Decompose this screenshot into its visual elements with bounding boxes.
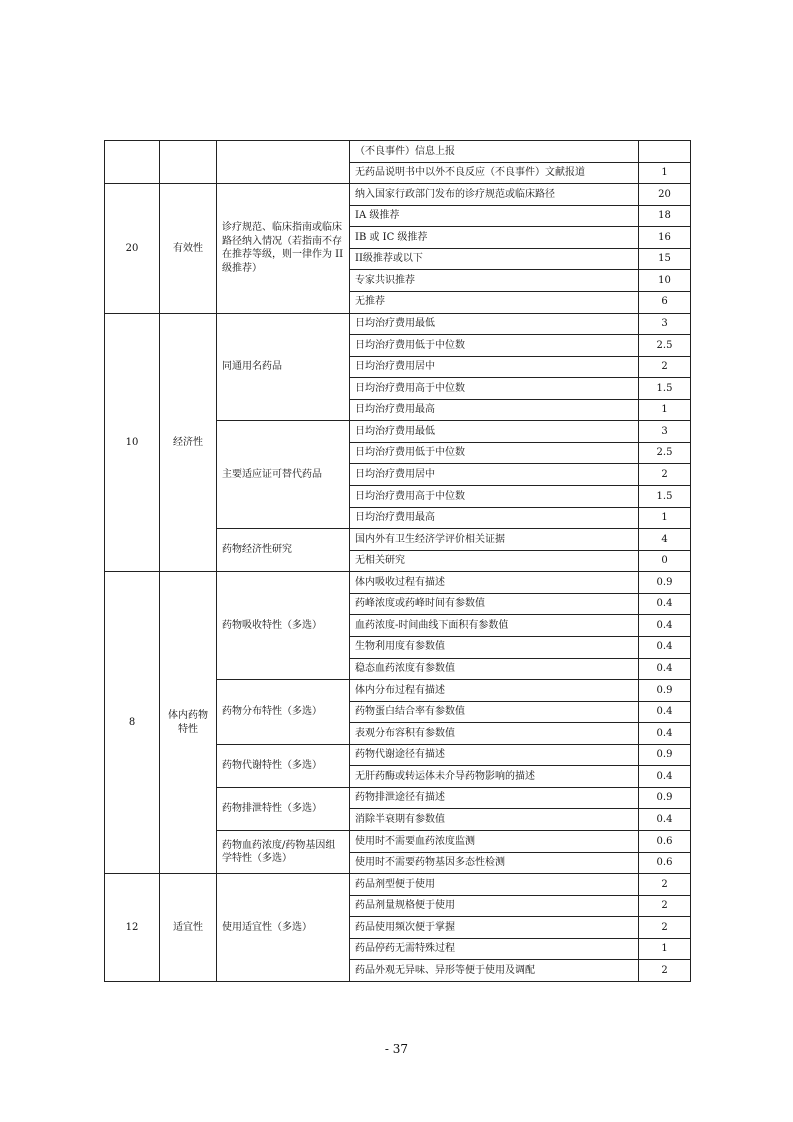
criterion-cell: 血药浓度-时间曲线下面积有参数值 [350,615,639,637]
score-cell: 0.4 [639,809,691,831]
score-cell: 0.9 [639,744,691,766]
criterion-cell: 体内分布过程有描述 [350,680,639,702]
score-cell: 1 [639,162,691,184]
score-cell: 0.6 [639,852,691,874]
criterion-cell: 日均治疗费用最低 [350,313,639,335]
criterion-cell: （不良事件）信息上报 [350,141,639,163]
score-cell: 0.4 [639,701,691,723]
criterion-cell: 生物利用度有参数值 [350,636,639,658]
criterion-cell: 无药品说明书中以外不良反应（不良事件）文献报道 [350,162,639,184]
table-row [105,572,691,594]
score-cell: 2 [639,960,691,982]
weight-cell [105,141,160,184]
criterion-cell: 日均治疗费用低于中位数 [350,442,639,464]
criterion-cell: II级推荐或以下 [350,248,639,270]
score-cell: 2 [639,874,691,896]
score-cell: 2 [639,917,691,939]
item-cell: 使用适宜性（多选） [217,874,350,982]
criterion-cell: 日均治疗费用最高 [350,399,639,421]
weight-cell: 20 [105,184,160,313]
table-row [105,141,691,163]
criterion-cell: 药物代谢途径有描述 [350,744,639,766]
item-cell: 药物分布特性（多选） [217,680,350,745]
score-cell: 1 [639,399,691,421]
criterion-cell: 体内吸收过程有描述 [350,572,639,594]
score-cell: 0.4 [639,766,691,788]
evaluation-score-table [104,140,691,982]
criterion-cell: 药品使用频次便于掌握 [350,917,639,939]
item-cell: 药物血药浓度/药物基因组学特性（多选） [217,831,350,874]
score-cell: 1 [639,938,691,960]
criterion-cell: 专家共识推荐 [350,270,639,292]
item-cell: 药物吸收特性（多选） [217,572,350,680]
score-cell: 0.6 [639,831,691,853]
criterion-cell: 药品外观无异味、异形等便于使用及调配 [350,960,639,982]
score-cell: 0 [639,550,691,572]
criterion-cell: 无肝药酶或转运体未介导药物影响的描述 [350,766,639,788]
criterion-cell: 稳态血药浓度有参数值 [350,658,639,680]
score-cell: 0.4 [639,636,691,658]
page-number: - 37 [384,1042,409,1056]
criterion-cell: 使用时不需要药物基因多态性检测 [350,852,639,874]
weight-cell: 12 [105,874,160,982]
score-cell: 3 [639,313,691,335]
score-cell: 15 [639,248,691,270]
criterion-cell: 日均治疗费用居中 [350,356,639,378]
criterion-cell: 国内外有卫生经济学评价相关证据 [350,529,639,551]
criterion-cell: 无相关研究 [350,550,639,572]
score-cell: 18 [639,205,691,227]
dimension-cell [160,141,217,184]
item-cell: 同通用名药品 [217,313,350,421]
weight-cell: 8 [105,572,160,874]
criterion-cell: 表观分布容积有参数值 [350,723,639,745]
score-cell: 2.5 [639,335,691,357]
table-row [105,874,691,896]
criterion-cell: 药品剂量规格便于使用 [350,895,639,917]
item-cell: 药物排泄特性（多选） [217,787,350,830]
criterion-cell: 纳入国家行政部门发布的诊疗规范或临床路径 [350,184,639,206]
score-cell: 0.9 [639,572,691,594]
table-row [105,313,691,335]
score-cell: 16 [639,227,691,249]
dimension-cell: 体内药物特性 [160,572,217,874]
criterion-cell: 日均治疗费用低于中位数 [350,335,639,357]
score-cell: 0.4 [639,723,691,745]
score-cell: 0.9 [639,787,691,809]
score-cell: 0.4 [639,593,691,615]
score-cell: 4 [639,529,691,551]
criterion-cell: 药峰浓度或药峰时间有参数值 [350,593,639,615]
score-cell: 0.9 [639,680,691,702]
criterion-cell: IA 级推荐 [350,205,639,227]
dimension-cell: 有效性 [160,184,217,313]
score-cell: 2 [639,356,691,378]
criterion-cell: 日均治疗费用最高 [350,507,639,529]
table-row [105,184,691,206]
criterion-cell: 使用时不需要血药浓度监测 [350,831,639,853]
criterion-cell: 药品停药无需特殊过程 [350,938,639,960]
score-cell: 0.4 [639,615,691,637]
weight-cell: 10 [105,313,160,572]
item-cell [217,141,350,184]
criterion-cell: 日均治疗费用高于中位数 [350,486,639,508]
score-cell: 1 [639,507,691,529]
criterion-cell: IB 或 IC 级推荐 [350,227,639,249]
score-cell [639,141,691,163]
criterion-cell: 药物蛋白结合率有参数值 [350,701,639,723]
score-cell: 1.5 [639,378,691,400]
score-cell: 6 [639,291,691,313]
criterion-cell: 药品剂型便于使用 [350,874,639,896]
dimension-cell: 适宜性 [160,874,217,982]
item-cell: 药物代谢特性（多选） [217,744,350,787]
score-cell: 2 [639,895,691,917]
score-cell: 1.5 [639,486,691,508]
score-cell: 20 [639,184,691,206]
score-cell: 10 [639,270,691,292]
score-cell: 2.5 [639,442,691,464]
criterion-cell: 药物排泄途径有描述 [350,787,639,809]
score-cell: 0.4 [639,658,691,680]
criterion-cell: 日均治疗费用最低 [350,421,639,443]
score-cell: 2 [639,464,691,486]
item-cell: 诊疗规范、临床指南或临床路径纳入情况（若指南不存在推荐等级，则一律作为 II 级推荐） [217,184,350,313]
dimension-cell: 经济性 [160,313,217,572]
item-cell: 药物经济性研究 [217,529,350,572]
criterion-cell: 日均治疗费用居中 [350,464,639,486]
criterion-cell: 消除半衰期有参数值 [350,809,639,831]
item-cell: 主要适应证可替代药品 [217,421,350,529]
score-cell: 3 [639,421,691,443]
criterion-cell: 无推荐 [350,291,639,313]
criterion-cell: 日均治疗费用高于中位数 [350,378,639,400]
